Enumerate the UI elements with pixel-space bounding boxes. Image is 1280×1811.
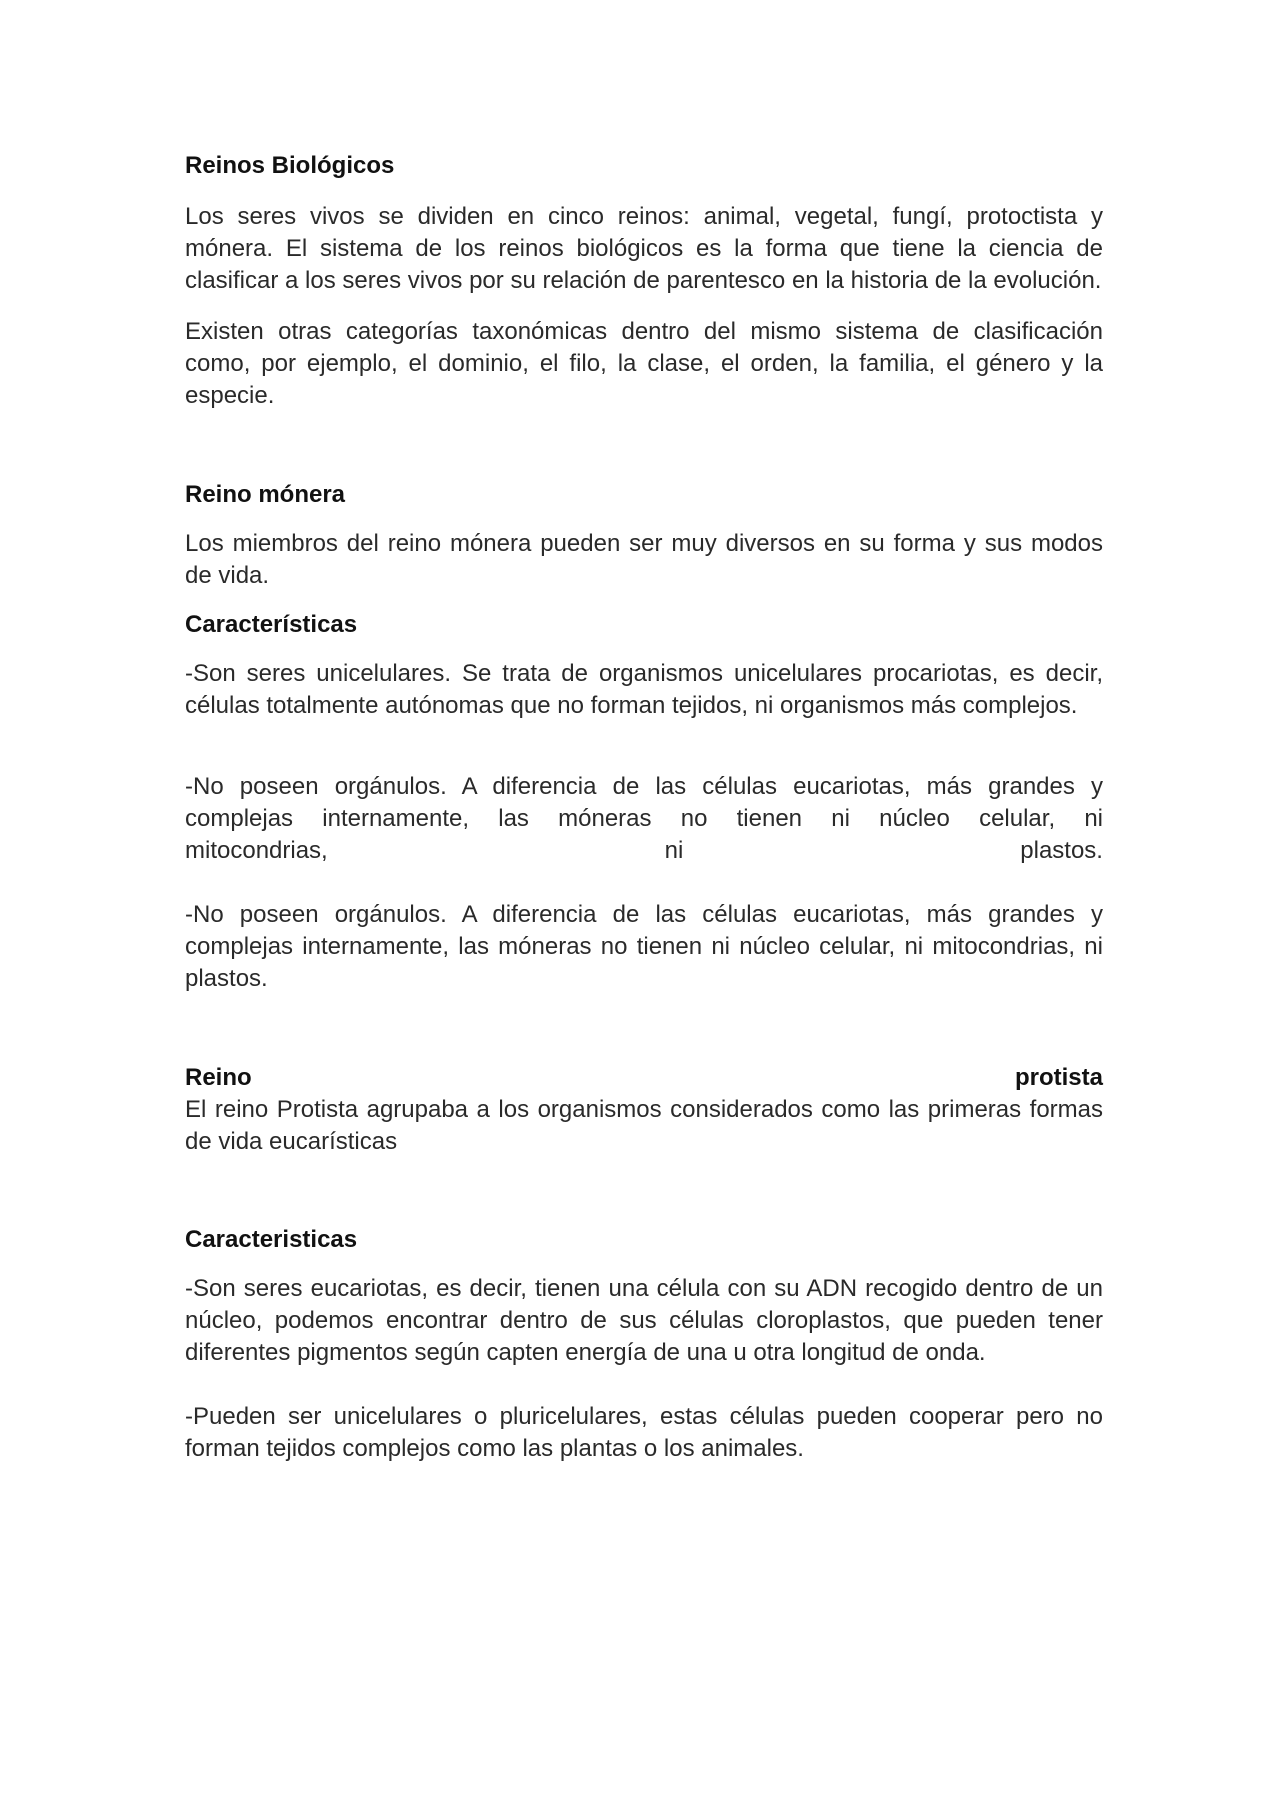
heading-reino-protista	[185, 1062, 1103, 1094]
bullet-pluricelulares: -Pueden ser unicelulares o pluricelulares, estas células pueden cooperar pero no forman tejidos complejos como las plantas o los animales.	[185, 1403, 1103, 1462]
bullet-unicelulares: -Son seres unicelulares. Se trata de organismos unicelulares procariotas, es decir, células totalmente autónomas que no forman tejidos, ni organismos más complejos.	[185, 660, 1103, 719]
bullet-organulos-repeat: -No poseen orgánulos. A diferencia de las células eucariotas, más grandes y complejas internamente, las móneras no tienen ni núcleo celular, ni mitocondrias, ni plastos.	[185, 901, 1103, 992]
document-page	[185, 150, 1103, 1465]
heading-caracteristicas-protista: Caracteristicas	[185, 1226, 358, 1253]
paragraph-protista-intro: El reino Protista agrupaba a los organismos considerados como las primeras formas de vida eucarísticas	[185, 1096, 1103, 1155]
paragraph-reinos-intro: Los seres vivos se dividen en cinco reinos: animal, vegetal, fungí, protoctista y mónera. El sistema de los reinos biológicos es la forma que tiene la ciencia de clasificar a los seres vivos por su relación de parentesco en la historia de la evolución.	[185, 203, 1103, 294]
heading-reinos-biologicos: Reinos Biológicos	[185, 152, 395, 179]
bullet-eucariotas: -Son seres eucariotas, es decir, tienen una célula con su ADN recogido dentro de un núcleo, podemos encontrar dentro de sus células cloroplastos, que pueden tener diferentes pigmentos según capten energía de una u otra longitud de onda.	[185, 1275, 1103, 1366]
heading-reino-monera: Reino mónera	[185, 481, 346, 508]
bullet-organulos-justified	[185, 771, 1103, 867]
bullet-organulos-last-line	[185, 835, 1103, 867]
paragraph-monera-intro: Los miembros del reino mónera pueden ser muy diversos en su forma y sus modos de vida.	[185, 530, 1103, 589]
bullet-organulos-text: -No poseen orgánulos. A diferencia de las células eucariotas, más grandes y complejas internamente, las móneras no tienen ni núcleo celular, ni	[185, 773, 1103, 832]
word-plastos: plastos.	[1020, 837, 1103, 864]
heading-protista-right: protista	[1014, 1064, 1103, 1091]
word-mitocondrias: mitocondrias,	[185, 837, 328, 864]
word-ni: ni	[664, 837, 684, 864]
heading-caracteristicas-monera: Características	[185, 611, 358, 638]
paragraph-categorias: Existen otras categorías taxonómicas dentro del mismo sistema de clasificación como, por ejemplo, el dominio, el filo, la clase, el orden, la familia, el género y la especie.	[185, 318, 1103, 409]
heading-protista-left: Reino	[185, 1064, 252, 1091]
